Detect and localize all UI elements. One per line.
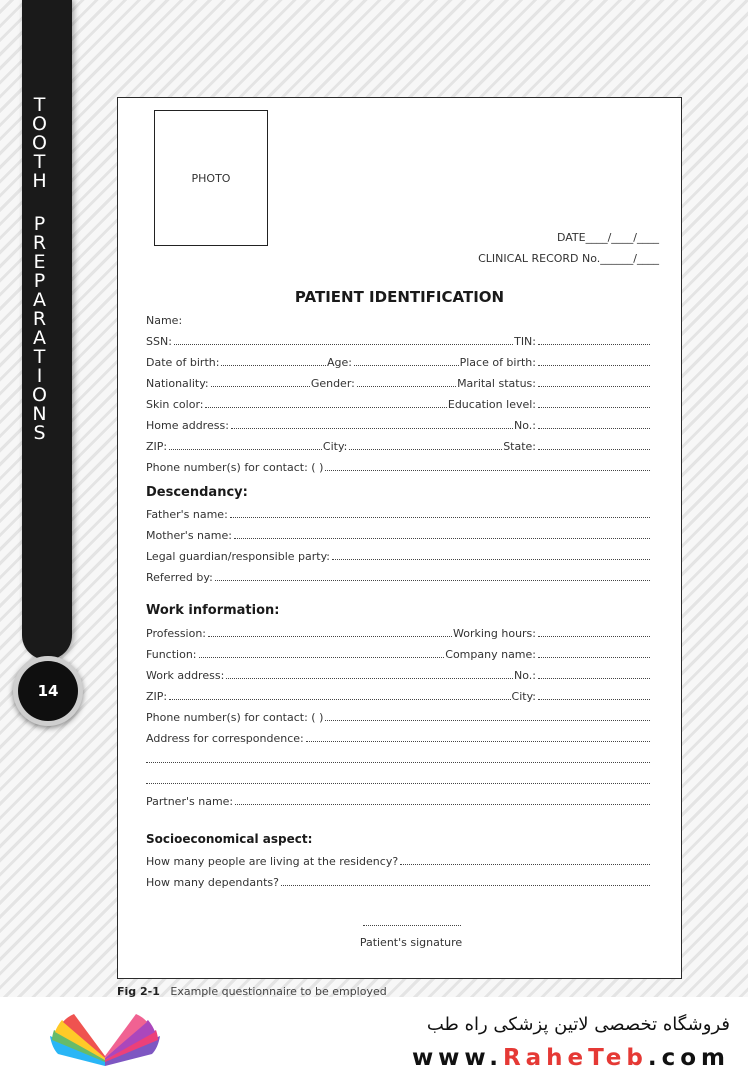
company-name-label: Company name: [445, 648, 536, 661]
people-living-row [146, 852, 651, 868]
fathers-name-row [146, 505, 651, 521]
gender-label: Gender: [310, 377, 355, 390]
partners-name-label: Partner's name: [146, 795, 234, 808]
correspondence-address-line-3 [146, 771, 651, 787]
correspondence-address-line-2 [146, 750, 651, 766]
skin-color-field [205, 406, 446, 408]
dependants-row [146, 873, 651, 889]
place-of-birth-field [538, 364, 650, 366]
skin-color-label: Skin color: [146, 398, 204, 411]
nationality-row [146, 374, 651, 390]
date-line: DATE____/____/____ [556, 231, 659, 244]
shop-url-prefix: www. [411, 1045, 503, 1071]
mothers-name-row [146, 526, 651, 542]
signature-line [363, 924, 461, 926]
function-row [146, 645, 651, 661]
home-number-label: No.: [514, 419, 536, 432]
partners-name-field [235, 803, 650, 805]
place-of-birth-label: Place of birth: [459, 356, 536, 369]
work-phone-field [325, 719, 650, 721]
skin-color-row [146, 395, 651, 411]
patient-form [117, 97, 682, 979]
state-label: State: [503, 440, 537, 453]
gender-field [357, 385, 456, 387]
people-living-field [400, 863, 650, 865]
home-address-field [231, 427, 513, 429]
work-address-row [146, 666, 651, 682]
descendancy-heading: Descendancy: [146, 485, 248, 500]
correspondence-address-field-3 [146, 782, 650, 784]
phone-label: Phone number(s) for contact: ( ) [146, 461, 324, 474]
working-hours-label: Working hours: [453, 627, 536, 640]
shop-url-brand: RaheTeb [502, 1045, 648, 1071]
socioeconomical-heading: Socioeconomical aspect: [146, 832, 313, 846]
working-hours-field [538, 635, 650, 637]
work-number-field [538, 677, 650, 679]
nationality-label: Nationality: [146, 377, 209, 390]
work-zip-label: ZIP: [146, 690, 168, 703]
work-city-field [538, 698, 650, 700]
marital-status-field [538, 385, 650, 387]
work-address-field [226, 677, 513, 679]
correspondence-address-field [306, 740, 650, 742]
shop-name: فروشگاه تخصصی لاتین پزشکی راه طب [426, 1014, 730, 1035]
work-address-label: Work address: [146, 669, 225, 682]
figure-caption [117, 985, 387, 997]
fathers-name-field [230, 516, 650, 518]
nationality-field [211, 385, 310, 387]
page-number: 14 [18, 661, 78, 721]
city-label: City: [322, 440, 348, 453]
state-field [538, 448, 650, 450]
mothers-name-label: Mother's name: [146, 529, 232, 542]
company-name-field [538, 656, 650, 658]
tin-field [538, 343, 650, 345]
referred-by-row [146, 568, 651, 584]
photo-label: PHOTO [191, 171, 231, 185]
referred-by-field [215, 579, 650, 581]
chapter-side-tab [22, 0, 72, 660]
zip-city-state-row [146, 437, 651, 453]
partners-name-row [146, 792, 651, 808]
signature-label: Patient's signature [359, 936, 463, 949]
legal-guardian-row [146, 547, 651, 563]
dependants-label: How many dependants? [146, 876, 279, 889]
photo-box [154, 110, 268, 246]
shop-url-suffix: .com [647, 1045, 730, 1071]
figure-caption-text: Example questionnaire to be employed [170, 985, 387, 997]
work-phone-row [146, 708, 651, 724]
form-title: PATIENT IDENTIFICATION [294, 288, 505, 306]
zip-field [169, 448, 322, 450]
work-information-heading: Work information: [146, 603, 280, 618]
tin-label: TIN: [514, 335, 536, 348]
work-zip-field [169, 698, 510, 700]
work-zip-city-row [146, 687, 651, 703]
phone-field [325, 469, 650, 471]
mothers-name-field [234, 537, 650, 539]
phone-row [146, 458, 651, 474]
legal-guardian-label: Legal guardian/responsible party: [146, 550, 330, 563]
city-field [349, 448, 502, 450]
ssn-field [174, 343, 513, 345]
fathers-name-label: Father's name: [146, 508, 228, 521]
referred-by-label: Referred by: [146, 571, 213, 584]
correspondence-address-label: Address for correspondence: [146, 732, 304, 745]
dependants-field [281, 884, 650, 886]
ssn-row [146, 332, 651, 348]
birth-row [146, 353, 651, 369]
function-label: Function: [146, 648, 197, 661]
zip-label: ZIP: [146, 440, 168, 453]
age-field [354, 364, 459, 366]
profession-field [208, 635, 452, 637]
profession-label: Profession: [146, 627, 207, 640]
work-number-label: No.: [514, 669, 536, 682]
correspondence-address-row [146, 729, 651, 745]
date-of-birth-label: Date of birth: [146, 356, 220, 369]
name-label: Name: [146, 314, 183, 327]
legal-guardian-field [332, 558, 650, 560]
function-field [199, 656, 445, 658]
age-label: Age: [327, 356, 353, 369]
home-address-row [146, 416, 651, 432]
correspondence-address-field-2 [146, 761, 650, 763]
profession-row [146, 624, 651, 640]
work-city-label: City: [511, 690, 536, 703]
shop-url [412, 1045, 730, 1071]
home-number-field [538, 427, 650, 429]
people-living-label: How many people are living at the residency? [146, 855, 399, 868]
marital-status-label: Marital status: [457, 377, 536, 390]
work-phone-label: Phone number(s) for contact: ( ) [146, 711, 324, 724]
home-address-label: Home address: [146, 419, 229, 432]
open-book-logo-icon [40, 1010, 170, 1072]
clinical-record-line: CLINICAL RECORD No.______/____ [478, 252, 659, 265]
education-level-field [538, 406, 650, 408]
date-of-birth-field [221, 364, 326, 366]
ssn-label: SSN: [146, 335, 172, 348]
name-row [146, 311, 651, 327]
figure-caption-label: Fig 2-1 [117, 985, 160, 997]
education-level-label: Education level: [447, 398, 536, 411]
